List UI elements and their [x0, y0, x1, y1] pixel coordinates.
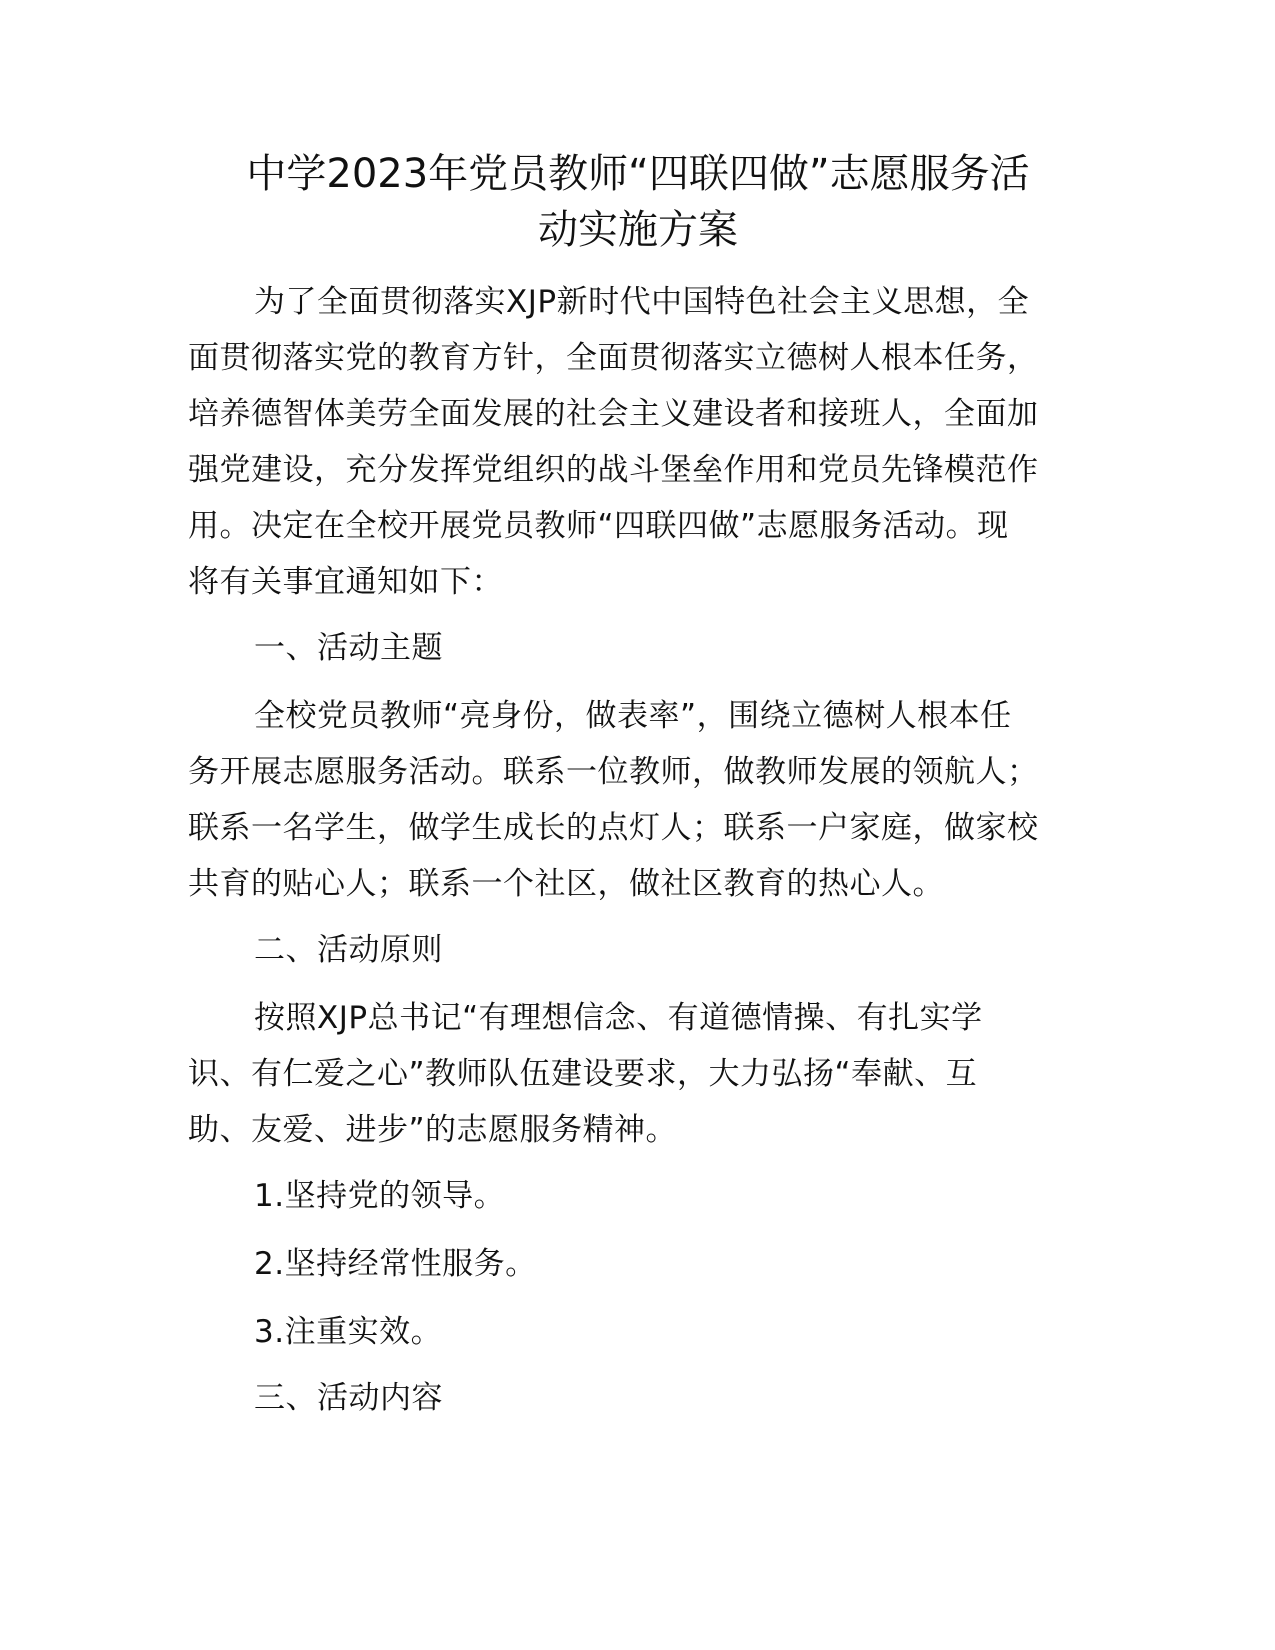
theme-line-3: 联系一名学生，做学生成长的点灯人；联系一户家庭，做家校	[188, 810, 1039, 846]
principles-line-3: 助、友爱、进步”的志愿服务精神。	[188, 1112, 678, 1148]
principle-item-3: 3.注重实效。	[254, 1314, 443, 1350]
principles-line-2: 识、有仁爱之心”教师队伍建设要求，大力弘扬“奉献、互	[188, 1056, 978, 1092]
section-heading-principles: 二、活动原则	[254, 932, 443, 968]
theme-line-1: 全校党员教师“亮身份，做表率”，围绕立德树人根本任	[254, 698, 1012, 734]
intro-line-3: 培养德智体美劳全面发展的社会主义建设者和接班人，全面加	[188, 396, 1039, 432]
theme-line-2: 务开展志愿服务活动。联系一位教师，做教师发展的领航人；	[188, 754, 1039, 790]
principle-item-2: 2.坚持经常性服务。	[254, 1246, 537, 1282]
theme-line-4: 共育的贴心人；联系一个社区，做社区教育的热心人。	[188, 866, 944, 902]
section-heading-theme: 一、活动主题	[254, 630, 443, 666]
intro-line-2: 面贯彻落实党的教育方针，全面贯彻落实立德树人根本任务，	[188, 340, 1039, 376]
document-title-line-1: 中学2023年党员教师“四联四做”志愿服务活	[246, 151, 1030, 197]
principles-line-1: 按照XJP总书记“有理想信念、有道德情操、有扎实学	[254, 1000, 983, 1036]
intro-line-5: 用。决定在全校开展党员教师“四联四做”志愿服务活动。现	[188, 508, 1009, 544]
section-heading-content: 三、活动内容	[254, 1380, 443, 1416]
intro-line-4: 强党建设，充分发挥党组织的战斗堡垒作用和党员先锋模范作	[188, 452, 1039, 488]
document-title-line-2: 动实施方案	[538, 207, 738, 253]
principle-item-1: 1.坚持党的领导。	[254, 1178, 506, 1214]
intro-line-1: 为了全面贯彻落实XJP新时代中国特色社会主义思想，全	[254, 284, 1030, 320]
intro-line-6: 将有关事宜通知如下：	[188, 564, 503, 600]
